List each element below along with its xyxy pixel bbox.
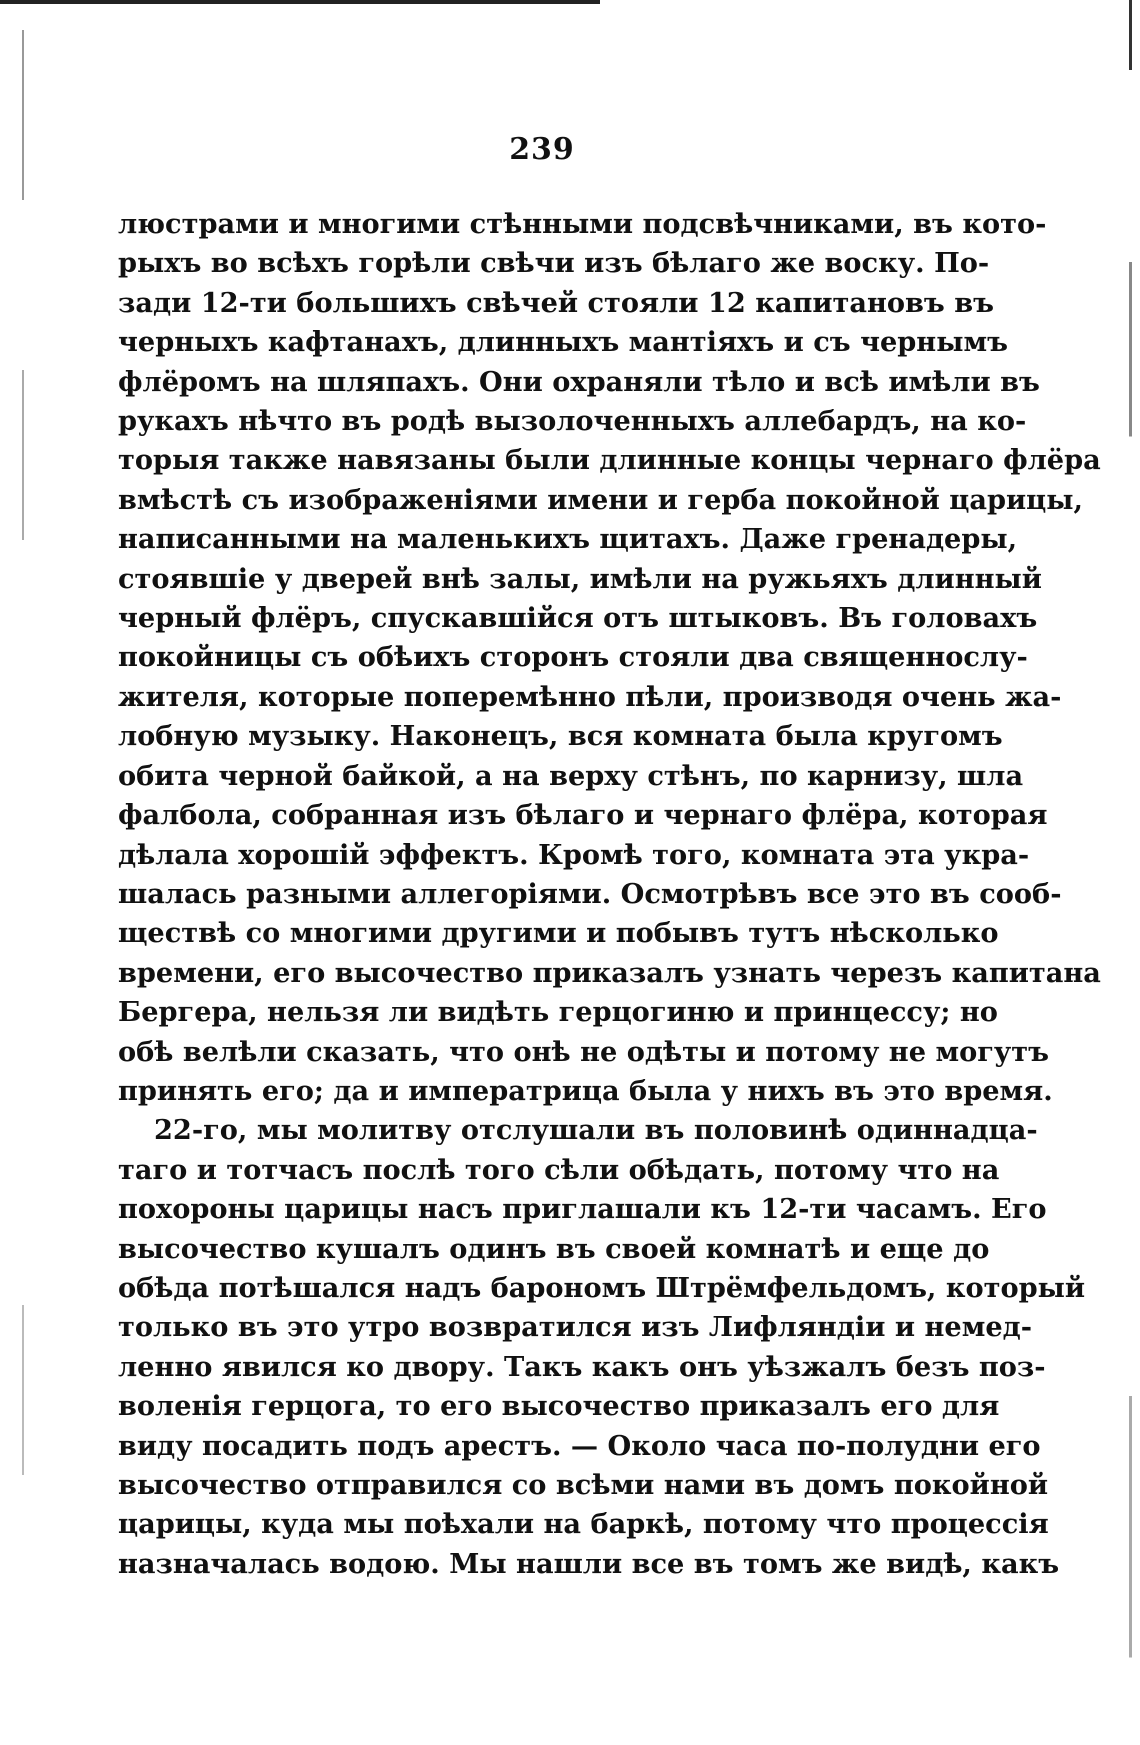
text-line: таго и тотчасъ послѣ того сѣли обѣдать, потому что на — [118, 1153, 1000, 1186]
text-line: Бергера, нельзя ли видѣть герцогиню и принцессу; но — [118, 996, 998, 1029]
book-page — [118, 132, 1101, 1584]
text-line: принять его; да и императрица была у нихъ въ это время. — [118, 1074, 1053, 1107]
text-line: обита черной байкой, а на верху стѣнъ, по карнизу, шла — [118, 759, 1024, 792]
text-line: фалбола, собранная изъ бѣлаго и чернаго флёра, которая — [118, 799, 1048, 832]
text-line: высочество отправился со всѣми нами въ домъ покойной — [118, 1469, 1049, 1501]
text-line: написанными на маленькихъ щитахъ. Даже гренадеры, — [118, 523, 1018, 556]
text-line: времени, его высочество приказалъ узнать черезъ капитана — [118, 956, 1101, 989]
text-line: покойницы съ обѣихъ сторонъ стояли два священнослу- — [118, 641, 1028, 674]
text-line: воленія герцога, то его высочество приказалъ его для — [118, 1390, 1000, 1423]
page-number: 239 — [509, 132, 575, 167]
text-line: торыя также навязаны были длинные концы чернаго флёра — [118, 444, 1101, 477]
text-line: люстрами и многими стѣнными подсвѣчниками, въ кото- — [118, 208, 1047, 240]
text-line: только въ это утро возвратился изъ Лифляндіи и немед- — [118, 1311, 1033, 1344]
text-line: назначалась водою. Мы нашли все въ томъ же видѣ, какъ — [118, 1547, 1060, 1580]
text-line: зади 12-ти большихъ свѣчей стояли 12 капитановъ въ — [118, 286, 994, 319]
text-line: стоявшіе у дверей внѣ залы, имѣли на ружьяхъ длинный — [118, 562, 1042, 595]
paragraph-1 — [118, 205, 1101, 1111]
text-line: флёромъ на шляпахъ. Они охраняли тѣло и всѣ имѣли въ — [118, 365, 1040, 398]
text-line: рыхъ во всѣхъ горѣли свѣчи изъ бѣлаго же воску. По- — [118, 247, 990, 280]
scan-edge-right — [1129, 0, 1132, 1745]
text-line: лобную музыку. Наконецъ, вся комната была кругомъ — [118, 720, 1003, 753]
text-line: обѣда потѣшался надъ барономъ Штрёмфельдомъ, который — [118, 1271, 1086, 1304]
scan-edge-top — [0, 0, 600, 4]
text-line: похороны царицы насъ приглашали къ 12-ти часамъ. Его — [118, 1193, 1047, 1226]
text-line: рукахъ нѣчто въ родѣ вызолоченныхъ аллебардъ, на ко- — [118, 405, 1027, 438]
text-line: виду посадить подъ арестъ. — Около часа по-полудни его — [118, 1429, 1041, 1462]
text-line: обѣ велѣли сказать, что онѣ не одѣты и потому не могутъ — [118, 1035, 1049, 1068]
text-line: 22-го, мы молитву отслушали въ половинѣ одиннадца- — [154, 1114, 1038, 1147]
text-line: жителя, которые поперемѣнно пѣли, производя очень жа- — [118, 680, 1062, 713]
text-line: вмѣстѣ съ изображеніями имени и герба покойной царицы, — [118, 483, 1083, 516]
text-line: ществѣ со многими другими и побывъ тутъ нѣсколько — [118, 917, 999, 950]
scan-edge-left — [22, 30, 24, 1730]
text-line: черныхъ кафтанахъ, длинныхъ мантіяхъ и съ чернымъ — [118, 326, 1008, 359]
text-line: дѣлала хорошій эффектъ. Кромѣ того, комната эта укра- — [118, 838, 1030, 871]
paragraph-2 — [118, 1111, 1086, 1584]
text-line: царицы, куда мы поѣхали на баркѣ, потому что процессія — [118, 1508, 1049, 1541]
text-line: высочество кушалъ одинъ въ своей комнатѣ и еще до — [118, 1232, 990, 1265]
text-line: шалась разными аллегоріями. Осмотрѣвъ все это въ сооб- — [118, 877, 1062, 910]
text-line: черный флёръ, спускавшійся отъ штыковъ. Въ головахъ — [118, 602, 1038, 635]
text-line: ленно явился ко двору. Такъ какъ онъ уѣзжалъ безъ поз- — [118, 1350, 1046, 1383]
